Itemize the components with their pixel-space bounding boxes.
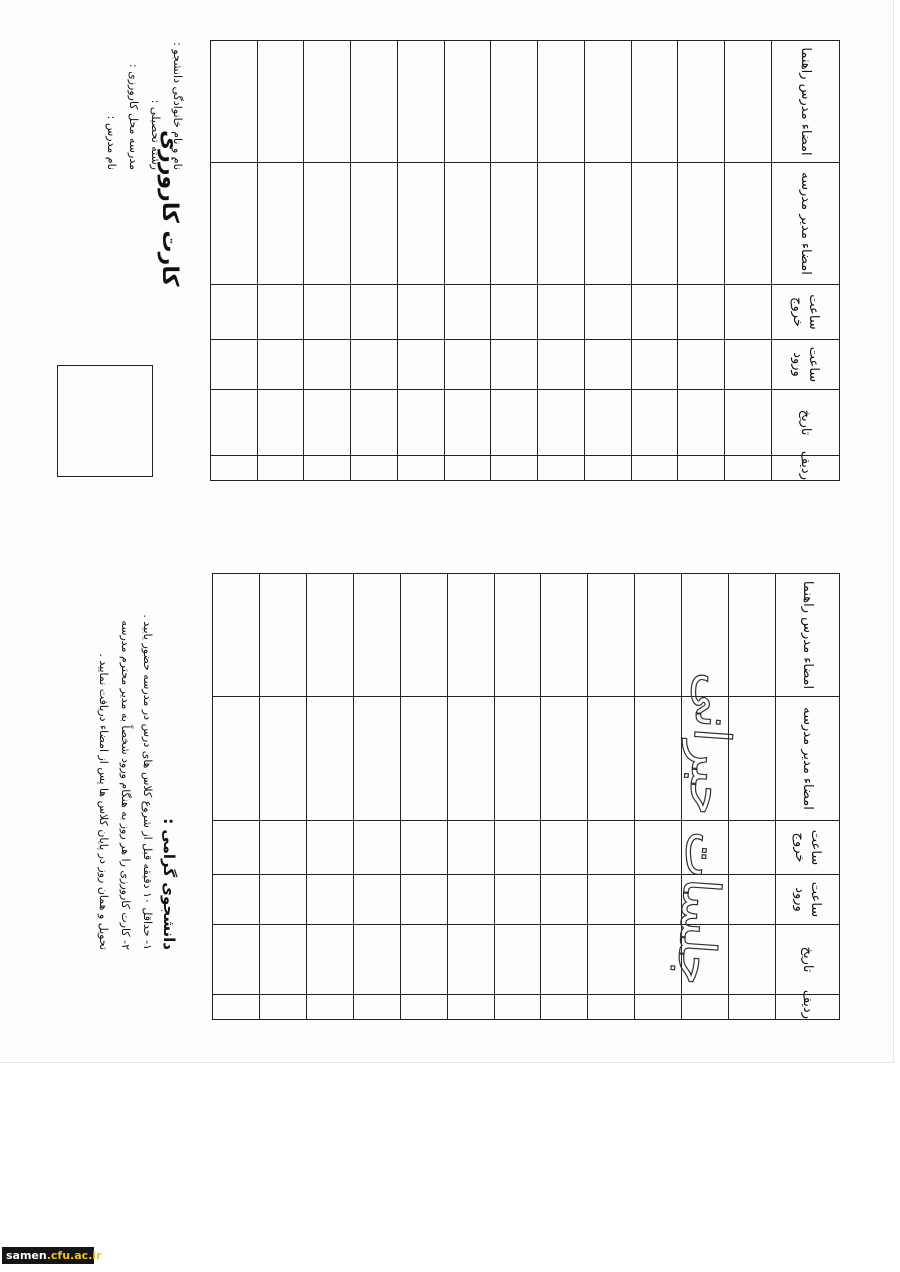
table-cell[interactable] xyxy=(447,995,494,1020)
table-row xyxy=(538,41,585,481)
table-cell[interactable] xyxy=(491,340,538,390)
table-cell[interactable] xyxy=(211,456,258,481)
table-cell[interactable] xyxy=(725,41,772,163)
table-cell[interactable] xyxy=(400,574,447,697)
table-cell[interactable] xyxy=(213,574,260,697)
table-cell[interactable] xyxy=(585,285,632,340)
table-row xyxy=(494,574,541,1020)
table-cell[interactable] xyxy=(398,390,445,456)
table-cell[interactable] xyxy=(257,285,304,340)
table-cell[interactable] xyxy=(447,574,494,697)
table-cell[interactable] xyxy=(213,697,260,821)
header-exit-time: ساعت خروج xyxy=(772,285,840,340)
table-cell[interactable] xyxy=(351,285,398,340)
table-cell[interactable] xyxy=(588,574,635,697)
table-cell[interactable] xyxy=(588,995,635,1020)
table-cell[interactable] xyxy=(257,163,304,285)
table-cell[interactable] xyxy=(306,697,353,821)
table-cell[interactable] xyxy=(494,995,541,1020)
table-cell[interactable] xyxy=(260,875,307,925)
table-cell[interactable] xyxy=(447,697,494,821)
table-row xyxy=(257,41,304,481)
table-cell[interactable] xyxy=(678,41,725,163)
table-cell[interactable] xyxy=(351,163,398,285)
table-cell[interactable] xyxy=(494,875,541,925)
table-cell[interactable] xyxy=(538,340,585,390)
table-row xyxy=(491,41,538,481)
table-cell[interactable] xyxy=(729,821,776,875)
table-cell[interactable] xyxy=(213,875,260,925)
table-cell[interactable] xyxy=(538,456,585,481)
table-cell[interactable] xyxy=(585,390,632,456)
header-principal-signature: امضاء مدیر مدرسه xyxy=(772,163,840,285)
table-cell[interactable] xyxy=(538,163,585,285)
table-cell[interactable] xyxy=(631,340,678,390)
table-cell[interactable] xyxy=(491,41,538,163)
table-row xyxy=(400,574,447,1020)
table-cell[interactable] xyxy=(213,821,260,875)
table-cell[interactable] xyxy=(631,456,678,481)
table-cell[interactable] xyxy=(257,41,304,163)
table-cell[interactable] xyxy=(353,574,400,697)
table-cell[interactable] xyxy=(213,925,260,995)
table-cell[interactable] xyxy=(211,340,258,390)
table-row xyxy=(678,41,725,481)
field-school: مدرسه محل کارورزی : xyxy=(127,63,140,170)
table-cell[interactable] xyxy=(585,456,632,481)
header-entry-time: ساعت ورود xyxy=(776,875,840,925)
footer-site-domain: .cfu.ac.ir xyxy=(46,1249,102,1262)
table-cell[interactable] xyxy=(682,995,729,1020)
table-cell[interactable] xyxy=(635,995,682,1020)
photo-box xyxy=(57,365,153,477)
header-entry-time: ساعت ورود xyxy=(772,340,840,390)
attendance-table-bottom-wrap xyxy=(212,573,840,1020)
table-row xyxy=(398,41,445,481)
table-cell[interactable] xyxy=(491,285,538,340)
table-cell[interactable] xyxy=(211,41,258,163)
header-supervisor-signature: امضاء مدرس راهنما xyxy=(776,574,840,697)
table-row xyxy=(585,41,632,481)
table-cell[interactable] xyxy=(304,390,351,456)
table-cell[interactable] xyxy=(444,456,491,481)
table-cell[interactable] xyxy=(260,925,307,995)
attendance-table-bottom xyxy=(212,573,840,1020)
notice-line-1: ۱- حداقل ۱۰ دقیقه قبل از شروع کلاس های درس در مدرسه حضور یابید . xyxy=(141,614,154,950)
table-row xyxy=(588,574,635,1020)
table-cell[interactable] xyxy=(304,340,351,390)
table-row xyxy=(351,41,398,481)
table-cell[interactable] xyxy=(211,390,258,456)
table-row xyxy=(304,41,351,481)
table-row xyxy=(631,41,678,481)
table-cell[interactable] xyxy=(678,390,725,456)
table-row xyxy=(444,41,491,481)
header-exit-time: ساعت خروج xyxy=(776,821,840,875)
table-cell[interactable] xyxy=(351,390,398,456)
table-cell[interactable] xyxy=(353,697,400,821)
table-cell[interactable] xyxy=(494,574,541,697)
table-cell[interactable] xyxy=(588,925,635,995)
table-cell[interactable] xyxy=(257,340,304,390)
table-cell[interactable] xyxy=(494,925,541,995)
table-cell[interactable] xyxy=(353,821,400,875)
table-row xyxy=(306,574,353,1020)
table-cell[interactable] xyxy=(447,875,494,925)
table-cell[interactable] xyxy=(304,41,351,163)
table-cell[interactable] xyxy=(260,697,307,821)
attendance-table-top xyxy=(210,40,840,481)
notice-heading: دانشجوی گرامی : xyxy=(160,818,178,950)
table-cell[interactable] xyxy=(541,995,588,1020)
table-cell[interactable] xyxy=(400,995,447,1020)
table-cell[interactable] xyxy=(351,456,398,481)
table-cell[interactable] xyxy=(725,390,772,456)
table-cell[interactable] xyxy=(541,925,588,995)
table-cell[interactable] xyxy=(211,163,258,285)
table-cell[interactable] xyxy=(444,340,491,390)
table-cell[interactable] xyxy=(306,821,353,875)
table-row xyxy=(211,41,258,481)
table-cell[interactable] xyxy=(444,41,491,163)
table-cell[interactable] xyxy=(491,163,538,285)
field-major: رشته تحصیلی : xyxy=(149,99,162,170)
table-cell[interactable] xyxy=(585,163,632,285)
field-student-name: نام و نام خانوادگی دانشجو : xyxy=(171,42,184,170)
table-cell[interactable] xyxy=(541,574,588,697)
table-cell[interactable] xyxy=(585,340,632,390)
table-cell[interactable] xyxy=(257,456,304,481)
table-cell[interactable] xyxy=(260,574,307,697)
table-cell[interactable] xyxy=(257,390,304,456)
table-cell[interactable] xyxy=(491,390,538,456)
table-cell[interactable] xyxy=(260,821,307,875)
table-cell[interactable] xyxy=(678,456,725,481)
header-row-number: ردیف xyxy=(772,456,840,481)
table-cell[interactable] xyxy=(491,456,538,481)
table-cell[interactable] xyxy=(631,41,678,163)
table-cell[interactable] xyxy=(353,925,400,995)
table-cell[interactable] xyxy=(588,697,635,821)
table-cell[interactable] xyxy=(304,456,351,481)
notice-line-3: تحویل و همان روز در پایان کلاس ها پس از امضاء دریافت نمایید . xyxy=(97,653,110,950)
table-row xyxy=(260,574,307,1020)
notice-text xyxy=(92,570,180,950)
table-cell[interactable] xyxy=(729,925,776,995)
table-cell[interactable] xyxy=(213,995,260,1020)
header-date: تاریخ xyxy=(776,925,840,995)
table-row xyxy=(213,574,260,1020)
notice-line-2: ۲- کارت کارورزی را هر روز به هنگام ورود شخصاً به مدیر محترم مدرسه xyxy=(119,620,132,950)
table-cell[interactable] xyxy=(678,285,725,340)
card-title: کارت کارورزی xyxy=(157,130,182,287)
table-cell[interactable] xyxy=(725,285,772,340)
table-cell[interactable] xyxy=(635,697,682,821)
table-cell[interactable] xyxy=(725,456,772,481)
table-cell[interactable] xyxy=(729,875,776,925)
table-cell[interactable] xyxy=(400,821,447,875)
table-cell[interactable] xyxy=(444,390,491,456)
table-cell[interactable] xyxy=(725,163,772,285)
table-cell[interactable] xyxy=(585,41,632,163)
table-cell[interactable] xyxy=(541,697,588,821)
table-row xyxy=(541,574,588,1020)
table-row xyxy=(353,574,400,1020)
table-cell[interactable] xyxy=(538,41,585,163)
table-cell[interactable] xyxy=(588,875,635,925)
table-cell[interactable] xyxy=(353,995,400,1020)
table-row xyxy=(447,574,494,1020)
table-cell[interactable] xyxy=(678,340,725,390)
header-date: تاریخ xyxy=(772,390,840,456)
table-cell[interactable] xyxy=(306,574,353,697)
table-cell[interactable] xyxy=(306,925,353,995)
student-info-fields xyxy=(100,40,188,170)
table-cell[interactable] xyxy=(541,821,588,875)
table-cell[interactable] xyxy=(678,163,725,285)
table-cell[interactable] xyxy=(398,340,445,390)
table-cell[interactable] xyxy=(306,875,353,925)
table-cell[interactable] xyxy=(398,285,445,340)
table-cell[interactable] xyxy=(306,995,353,1020)
table-cell[interactable] xyxy=(729,995,776,1020)
table-cell[interactable] xyxy=(631,285,678,340)
table-cell[interactable] xyxy=(538,390,585,456)
table-cell[interactable] xyxy=(398,456,445,481)
table-cell[interactable] xyxy=(444,163,491,285)
table-cell[interactable] xyxy=(351,340,398,390)
table-cell[interactable] xyxy=(304,163,351,285)
table-cell[interactable] xyxy=(400,697,447,821)
header-principal-signature: امضاء مدیر مدرسه xyxy=(776,697,840,821)
table-cell[interactable] xyxy=(353,875,400,925)
table-cell[interactable] xyxy=(588,821,635,875)
table-cell[interactable] xyxy=(494,821,541,875)
table-cell[interactable] xyxy=(447,821,494,875)
table-cell[interactable] xyxy=(725,340,772,390)
table-cell[interactable] xyxy=(444,285,491,340)
header-row-number: ردیف xyxy=(776,995,840,1020)
footer-site-name: samen xyxy=(6,1249,47,1262)
table-cell[interactable] xyxy=(304,285,351,340)
field-teacher: نام مدرس : xyxy=(105,115,118,170)
table-cell[interactable] xyxy=(400,875,447,925)
table-cell[interactable] xyxy=(635,574,682,697)
table-cell[interactable] xyxy=(631,163,678,285)
table-cell[interactable] xyxy=(631,390,678,456)
table-cell[interactable] xyxy=(398,163,445,285)
header-supervisor-signature: امضاء مدرس راهنما xyxy=(772,41,840,163)
table-cell[interactable] xyxy=(447,925,494,995)
table-cell[interactable] xyxy=(400,925,447,995)
table-row xyxy=(725,41,772,481)
table-cell[interactable] xyxy=(260,995,307,1020)
table-cell[interactable] xyxy=(351,41,398,163)
table-cell[interactable] xyxy=(211,285,258,340)
compensatory-sessions-stamp: جلسات حبرانی xyxy=(665,670,745,988)
table-cell[interactable] xyxy=(398,41,445,163)
table-cell[interactable] xyxy=(538,285,585,340)
table-cell[interactable] xyxy=(494,697,541,821)
table-cell[interactable] xyxy=(541,875,588,925)
footer-site-logo[interactable] xyxy=(2,1247,102,1264)
attendance-table-top-wrap xyxy=(210,40,840,481)
